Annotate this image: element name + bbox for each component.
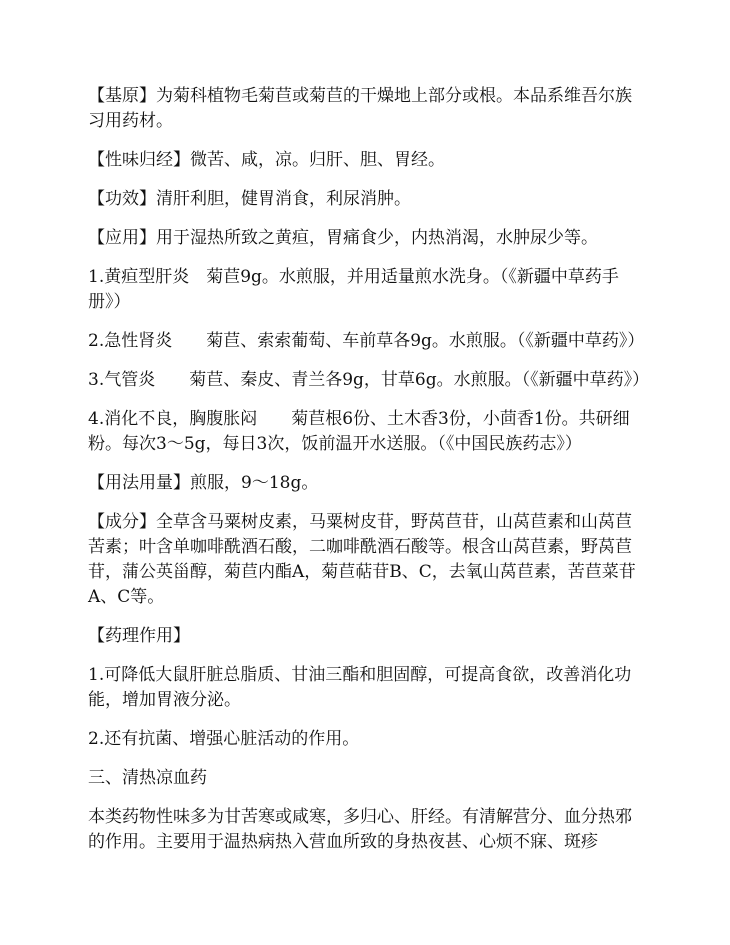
paragraph-efficacy: 【功效】清肝利胆，健胃消食，利尿消肿。 bbox=[88, 189, 411, 209]
paragraph-nature-meridian: 【性味归经】微苦、咸，凉。归肝、胆、胃经。 bbox=[88, 150, 445, 170]
paragraph-source: 【基原】为菊科植物毛菊苣或菊苣的干燥地上部分或根。本品系维吾尔族习用药材。 bbox=[88, 86, 632, 131]
paragraph-application: 【应用】用于湿热所致之黄疸，胃痛食少，内热消渴，水肿尿少等。 bbox=[88, 228, 598, 248]
paragraph-pharmacology-1: 1.可降低大鼠肝脏总脂质、甘油三酯和胆固醇，可提高食欲，改善消化功能，增加胃液分泌。 bbox=[88, 665, 632, 710]
paragraph-prescription-3: 3.气管炎 菊苣、秦皮、青兰各9g，甘草6g。水煎服。（《新疆中草药》） bbox=[88, 370, 650, 390]
paragraph-prescription-4: 4.消化不良，胸腹胀闷 菊苣根6份、土木香3份，小茴香1份。共研细粉。每次3～5g，每日3次，饭前温开水送服。（《中国民族药志》） bbox=[88, 409, 630, 454]
paragraph-prescription-2: 2.急性肾炎 菊苣、索索葡萄、车前草各9g。水煎服。（《新疆中草药》） bbox=[88, 331, 645, 351]
paragraph-prescription-1: 1.黄疸型肝炎 菊苣9g。水煎服，并用适量煎水洗身。（《新疆中草药手册》） bbox=[88, 267, 619, 312]
paragraph-pharmacology-heading: 【药理作用】 bbox=[88, 626, 190, 646]
paragraph-components: 【成分】全草含马粟树皮素，马粟树皮苷，野莴苣苷，山莴苣素和山莴苣苦素；叶含单咖啡酰酒石酸，二咖啡酰酒石酸等。根含山莴苣素，野莴苣苷，蒲公英甾醇，菊苣内酯A，菊苣萜苷B、C，去氧山莴苣素，苦苣菜苷A、C等。 bbox=[88, 512, 636, 607]
section-heading-cooling-blood: 三、清热凉血药 bbox=[88, 768, 207, 788]
paragraph-dosage: 【用法用量】煎服，9～18g。 bbox=[88, 473, 319, 493]
document-body bbox=[88, 84, 648, 869]
paragraph-section-intro: 本类药物性味多为甘苦寒或咸寒，多归心、肝经。有清解营分、血分热邪的作用。主要用于温热病热入营血所致的身热夜甚、心烦不寐、斑疹 bbox=[88, 807, 632, 852]
paragraph-pharmacology-2: 2.还有抗菌、增强心脏活动的作用。 bbox=[88, 729, 360, 749]
